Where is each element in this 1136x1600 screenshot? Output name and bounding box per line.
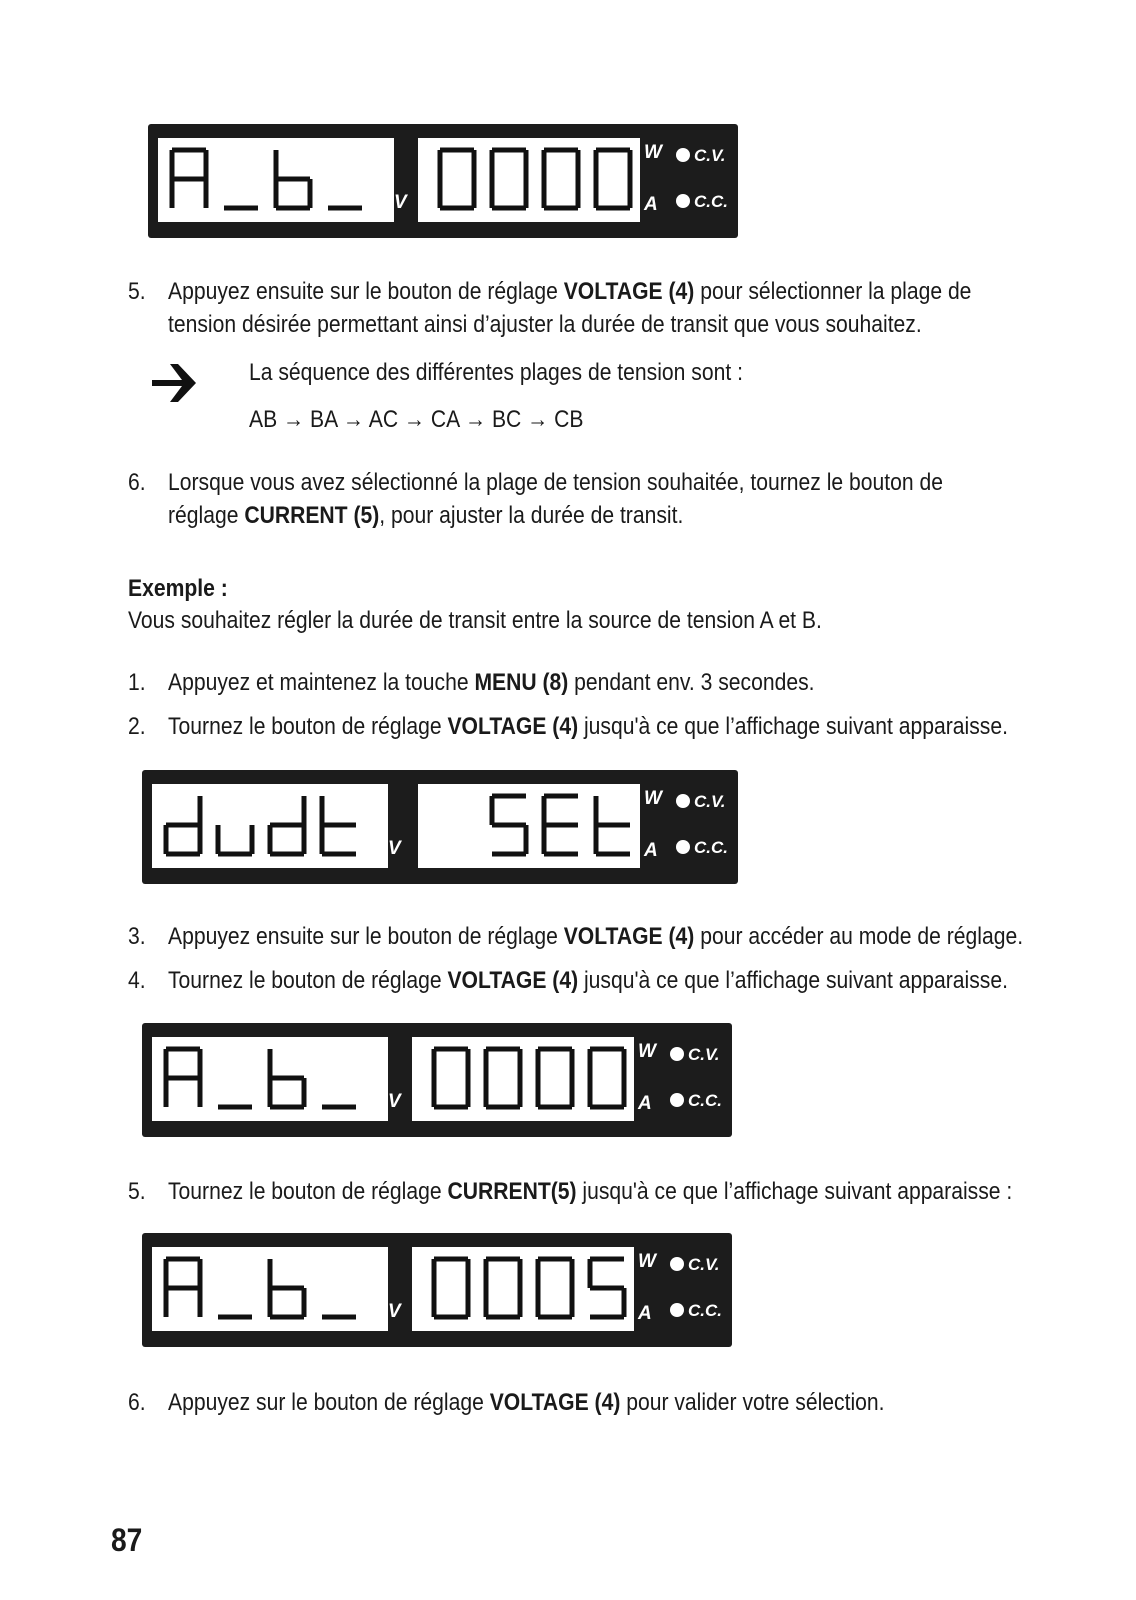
voltage-digits: [158, 138, 394, 222]
step-number: 6.: [128, 469, 146, 496]
cc-led-icon: [676, 194, 690, 208]
voltage-window: [152, 784, 388, 868]
current-digits: [418, 138, 640, 222]
cv-led-icon: [670, 1257, 684, 1271]
step-number: 4.: [128, 967, 146, 994]
step-text: Appuyez ensuite sur le bouton de réglage VOLTAGE (4) pour sélectionner la plage de tension désirée permettant ainsi d’ajuster la durée de transit que vous souhaitez.: [168, 278, 972, 338]
voltage-window: [158, 138, 394, 222]
current-digits: [412, 1037, 634, 1121]
amp-unit-label: A: [638, 1303, 652, 1324]
watt-unit-label: W: [638, 1041, 656, 1062]
step-number: 5.: [128, 1178, 146, 1205]
page-number: 87: [111, 1522, 143, 1558]
step-text: Tournez le bouton de réglage VOLTAGE (4) jusqu'à ce que l’affichage suivant apparaisse.: [168, 967, 1008, 994]
example-step-1: [128, 666, 1028, 701]
cv-led-icon: [670, 1047, 684, 1061]
cv-indicator: C.V.: [676, 146, 726, 166]
cv-indicator: C.V.: [670, 1045, 720, 1065]
cv-indicator: C.V.: [670, 1255, 720, 1275]
cc-led-icon: [670, 1303, 684, 1317]
step-number: 3.: [128, 923, 146, 950]
step-number: 6.: [128, 1389, 146, 1416]
cv-indicator: C.V.: [676, 792, 726, 812]
step-number: 1.: [128, 669, 146, 696]
amp-unit-label: A: [638, 1093, 652, 1114]
step-5-voltage-select: [128, 275, 1028, 345]
note-sequence-intro: La séquence des différentes plages de tension sont :: [249, 359, 743, 386]
voltage-window: [152, 1037, 388, 1121]
step-text: Appuyez et maintenez la touche MENU (8) pendant env. 3 secondes.: [168, 669, 815, 696]
current-window: [412, 1247, 634, 1331]
cc-led-icon: [670, 1093, 684, 1107]
amp-unit-label: A: [644, 194, 658, 215]
voltage-window: [152, 1247, 388, 1331]
cv-led-icon: [676, 148, 690, 162]
example-text: Vous souhaitez régler la durée de transit entre la source de tension A et B.: [128, 607, 822, 634]
lcd-display-3: [142, 1023, 732, 1137]
cc-indicator: C.C.: [670, 1301, 722, 1321]
watt-unit-label: W: [638, 1251, 656, 1272]
example-step-4: [128, 964, 1048, 999]
cc-indicator: C.C.: [670, 1091, 722, 1111]
step-text: Appuyez sur le bouton de réglage VOLTAGE (4) pour valider votre sélection.: [168, 1389, 885, 1416]
current-window: [412, 1037, 634, 1121]
step-6-current-adjust: [128, 466, 1028, 536]
lcd-display-2: [142, 770, 738, 884]
example-step-6: [128, 1386, 1028, 1421]
step-text: Tournez le bouton de réglage VOLTAGE (4) jusqu'à ce que l’affichage suivant apparaisse.: [168, 713, 1008, 740]
example-heading: Exemple :: [128, 575, 228, 602]
watt-unit-label: W: [644, 788, 662, 809]
example-step-3: [128, 920, 1048, 955]
cc-led-icon: [676, 840, 690, 854]
amp-unit-label: A: [644, 840, 658, 861]
example-step-5: [128, 1175, 1068, 1210]
volt-unit-label: V: [388, 838, 401, 859]
cv-led-icon: [676, 794, 690, 808]
current-window: [418, 138, 640, 222]
voltage-digits: [152, 784, 388, 868]
current-digits: [418, 784, 640, 868]
voltage-digits: [152, 1037, 388, 1121]
cc-indicator: C.C.: [676, 838, 728, 858]
step-text: Appuyez ensuite sur le bouton de réglage VOLTAGE (4) pour accéder au mode de réglage.: [168, 923, 1024, 950]
step-text: Tournez le bouton de réglage CURRENT(5) jusqu'à ce que l’affichage suivant apparaisse :: [168, 1178, 1013, 1205]
lcd-display-1: [148, 124, 738, 238]
current-window: [418, 784, 640, 868]
lcd-display-4: [142, 1233, 732, 1347]
watt-unit-label: W: [644, 142, 662, 163]
note-sequence: AB → BA → AC → CA → BC → CB: [249, 406, 584, 433]
step-number: 2.: [128, 713, 146, 740]
step-number: 5.: [128, 278, 146, 305]
current-digits: [412, 1247, 634, 1331]
volt-unit-label: V: [394, 192, 407, 213]
right-arrow-icon: [148, 356, 202, 410]
cc-indicator: C.C.: [676, 192, 728, 212]
voltage-digits: [152, 1247, 388, 1331]
volt-unit-label: V: [388, 1301, 401, 1322]
step-text: Lorsque vous avez sélectionné la plage de tension souhaitée, tournez le bouton de réglage CURRENT (5), pour ajuster la durée de transit.: [168, 469, 943, 529]
example-step-2: [128, 710, 1048, 745]
volt-unit-label: V: [388, 1091, 401, 1112]
